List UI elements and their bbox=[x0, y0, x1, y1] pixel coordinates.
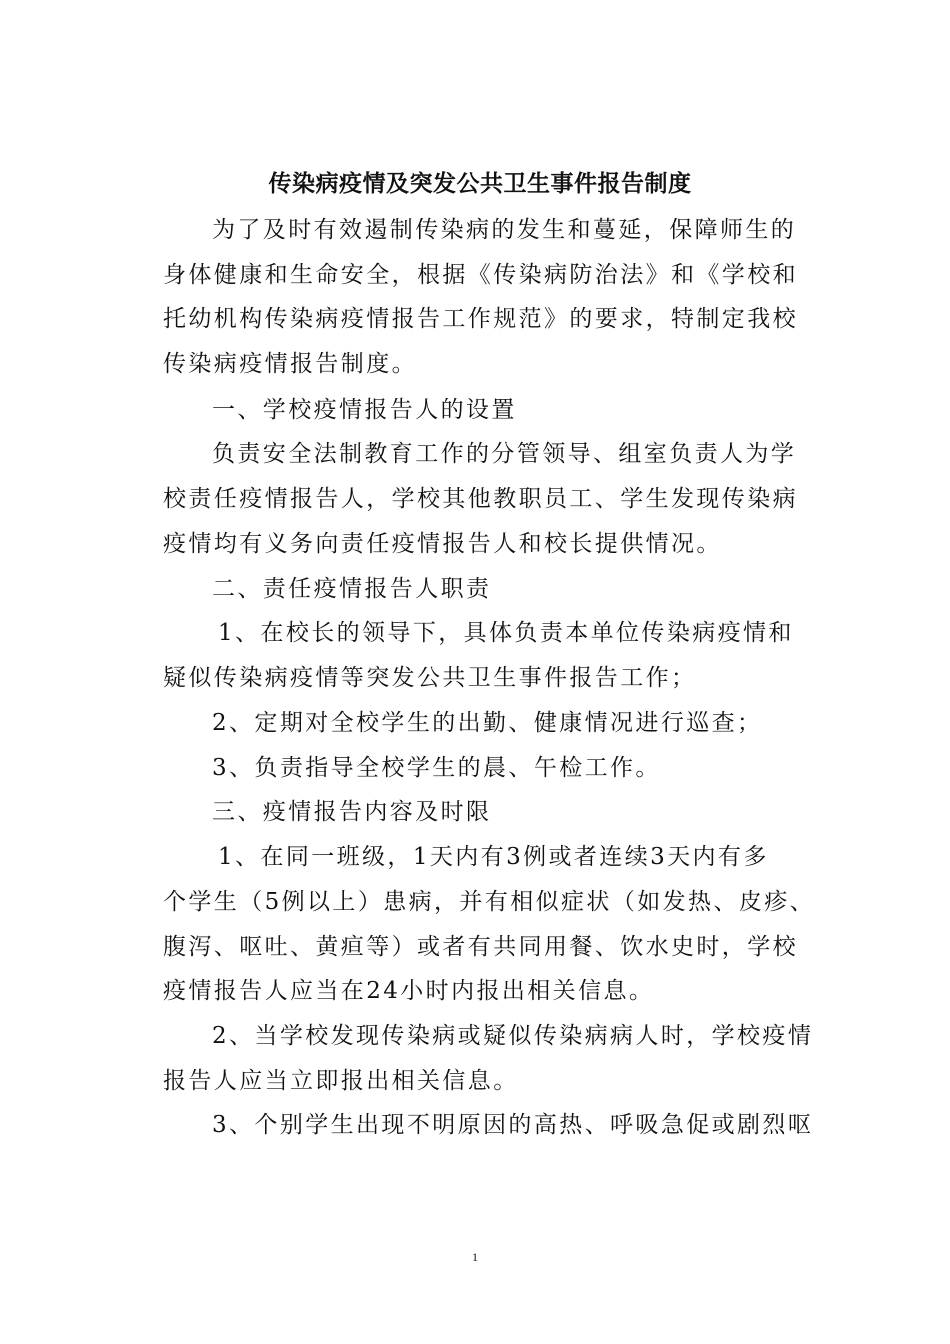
paragraph-line: 2、定期对全校学生的出勤、健康情况进行巡查； bbox=[212, 710, 763, 736]
paragraph-line: 为了及时有效遏制传染病的发生和蔓延，保障师生的 bbox=[212, 217, 797, 243]
paragraph-line: 3、负责指导全校学生的晨、午检工作。 bbox=[212, 755, 661, 781]
paragraph-line: 校责任疫情报告人，学校其他教职员工、学生发现传染病 bbox=[163, 486, 798, 512]
page-number: 1 bbox=[472, 1250, 478, 1264]
paragraph-line: 托幼机构传染病疫情报告工作规范》的要求，特制定我校 bbox=[163, 306, 798, 332]
paragraph-line: 疫情报告人应当在24小时内报出相关信息。 bbox=[163, 978, 655, 1004]
document-title: 传染病疫情及突发公共卫生事件报告制度 bbox=[268, 170, 692, 197]
paragraph-line: 个学生（5例以上）患病，并有相似症状（如发热、皮疹、 bbox=[163, 889, 816, 915]
paragraph-line: 传染病疫情报告制度。 bbox=[163, 351, 417, 377]
paragraph-line: 腹泻、呕吐、黄疸等）或者有共同用餐、饮水史时，学校 bbox=[163, 934, 798, 960]
paragraph-line: 2、当学校发现传染病或疑似传染病病人时，学校疫情 bbox=[212, 1023, 814, 1049]
paragraph-line: 疑似传染病疫情等突发公共卫生事件报告工作； bbox=[163, 665, 697, 691]
paragraph-line: 3、个别学生出现不明原因的高热、呼吸急促或剧烈呕 bbox=[212, 1112, 814, 1138]
section-heading-1: 一、学校疫情报告人的设置 bbox=[212, 397, 517, 423]
paragraph-line: 负责安全法制教育工作的分管领导、组室负责人为学 bbox=[212, 441, 797, 467]
section-heading-3: 三、疫情报告内容及时限 bbox=[212, 799, 492, 825]
paragraph-line: 身体健康和生命安全，根据《传染病防治法》和《学校和 bbox=[163, 262, 798, 288]
paragraph-line: 报告人应当立即报出相关信息。 bbox=[163, 1068, 519, 1094]
section-heading-2: 二、责任疫情报告人职责 bbox=[212, 576, 492, 602]
paragraph-line: 1、在校长的领导下，具体负责本单位传染病疫情和 bbox=[218, 620, 794, 646]
paragraph-line: 疫情均有义务向责任疫情报告人和校长提供情况。 bbox=[163, 531, 722, 557]
paragraph-line: 1、在同一班级，1天内有3例或者连续3天内有多 bbox=[218, 844, 769, 870]
